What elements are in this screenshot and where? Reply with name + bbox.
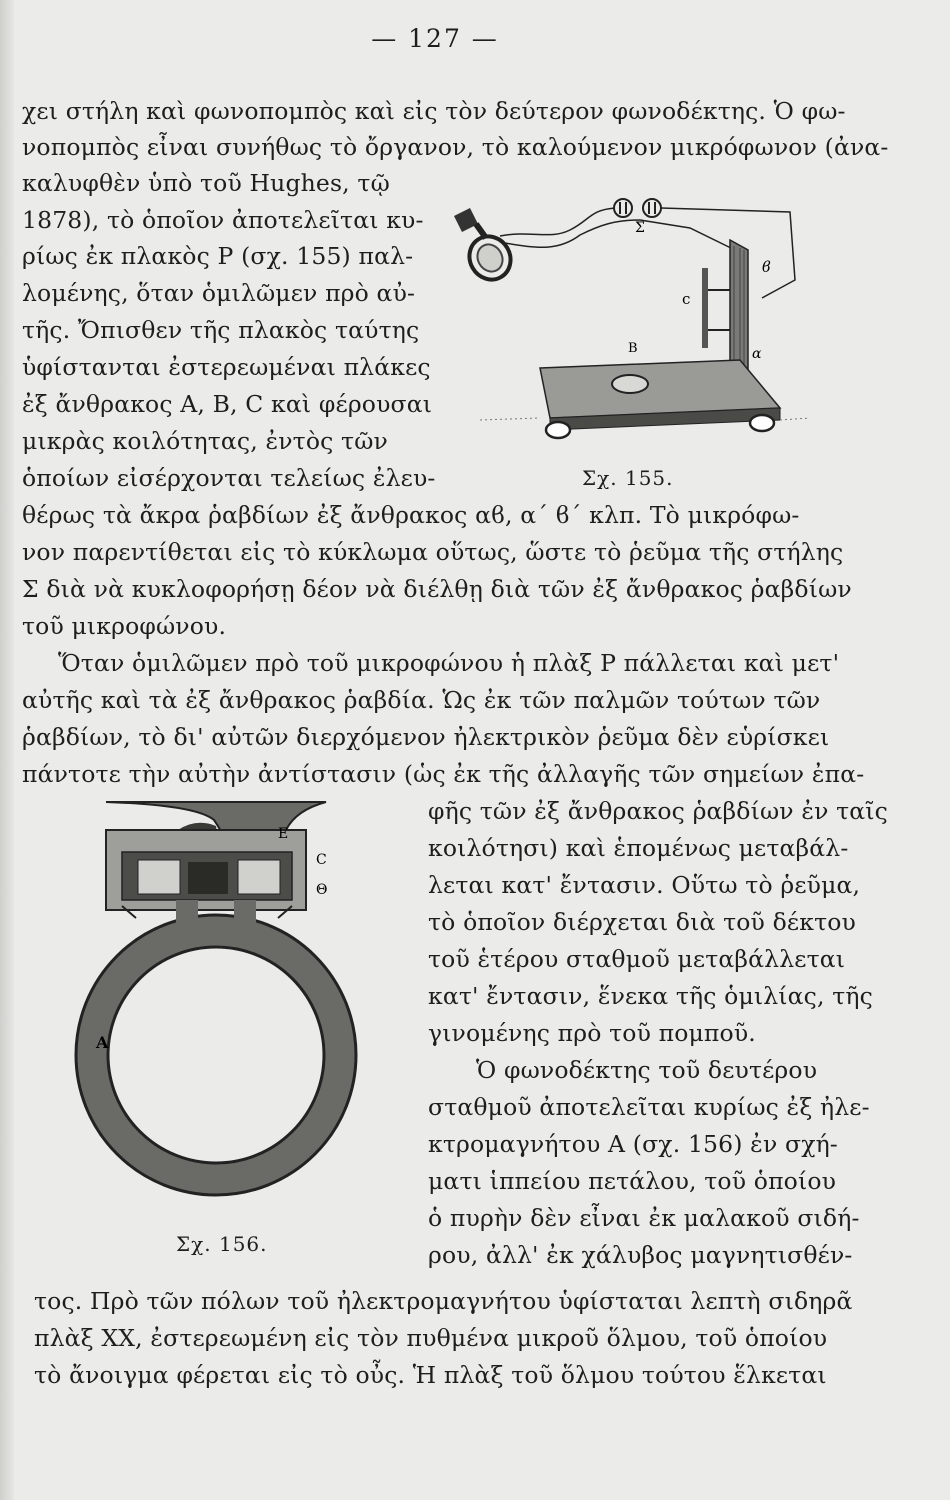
battery-icon (614, 199, 661, 217)
text-line-31: ὁ πυρὴν δὲν εἶναι ἐκ μαλακοῦ σιδή- (428, 1204, 860, 1232)
text-line-25: κατ' ἔντασιν, ἕνεκα τῆς ὁμιλίας, τῆς (428, 982, 873, 1010)
fig156-label-A: A (96, 1033, 109, 1052)
text-line-30: ματι ἱππείου πετάλου, τοῦ ὁποίου (428, 1167, 837, 1195)
fig155-label-a: α (752, 346, 762, 362)
text-line-35: τὸ ἄνοιγμα φέρεται εἰς τὸ οὖς. Ἡ πλὰξ τοῦ ὅλμου τούτου ἕλκεται (34, 1361, 827, 1389)
text-line-24: τοῦ ἑτέρου σταθμοῦ μεταβάλλεται (428, 945, 846, 973)
page-number-header: — 127 — (371, 24, 499, 53)
text-line-12: θέρως τὰ ἄκρα ῥαβδίων ἐξ ἄνθρακος αϐ, α΄ ϐ΄ κλπ. Τὸ μικρόφω- (22, 501, 800, 529)
text-line-18: ῥαβδίων, τὸ δι' αὐτῶν διερχόμενον ἠλεκτρικὸν ῥεῦμα δὲν εὑρίσκει (22, 723, 830, 751)
text-line-1: χει στήλη καὶ φωνοπομπὸς καὶ εἰς τὸν δεύτερον φωνοδέκτης. Ὁ φω- (22, 97, 846, 125)
fig155-label-b: ϐ (762, 258, 771, 276)
text-line-13: νον παρεντίθεται εἰς τὸ κύκλωμα οὕτως, ὥστε τὸ ῥεῦμα τῆς στήλης (22, 538, 844, 566)
figure-156-caption: Σχ. 156. (176, 1232, 268, 1256)
text-line-8: ὑφίστανται ἐστερεωμέναι πλάκες (22, 353, 431, 381)
page-edge (0, 0, 14, 1500)
text-line-34: πλὰξ XX, ἐστερεωμένη εἰς τὸν πυθμένα μικροῦ ὅλμου, τοῦ ὁποίου (34, 1324, 828, 1352)
text-line-22: λεται κατ' ἔντασιν. Οὕτω τὸ ῥεῦμα, (428, 871, 861, 899)
fig156-label-E: E (278, 826, 289, 842)
text-line-32: ρου, ἀλλ' ἐκ χάλυβος μαγνητισθέν- (428, 1241, 853, 1269)
text-line-6: λομένης, ὅταν ὁμιλῶμεν πρὸ αὐ- (22, 279, 416, 307)
receiver-icon (454, 208, 518, 287)
text-line-23: τὸ ὁποῖον διέρχεται διὰ τοῦ δέκτου (428, 908, 856, 936)
fig155-label-c: c (682, 290, 691, 308)
text-line-17: αὐτῆς καὶ τὰ ἐξ ἄνθρακος ῥαβδία. Ὡς ἐκ τῶν παλμῶν τούτων τῶν (22, 686, 821, 714)
text-line-19: πάντοτε τὴν αὐτὴν ἀντίστασιν (ὡς ἐκ τῆς ἀλλαγῆς τῶν σημείων ἐπα- (22, 760, 865, 788)
text-line-15: τοῦ μικροφώνου. (22, 612, 227, 640)
text-line-20: φῆς τῶν ἐξ ἄνθρακος ῥαβδίων ἐν ταῖς (428, 797, 888, 825)
text-line-33: τος. Πρὸ τῶν πόλων τοῦ ἠλεκτρομαγνήτου ὑφίσταται λεπτὴ σιδηρᾶ (34, 1287, 853, 1315)
figure-156-receiver-illustration (46, 790, 386, 1220)
text-line-2: νοπομπὸς εἶναι συνήθως τὸ ὄργανον, τὸ καλούμενον μικρόφωνον (ἀνα- (22, 133, 889, 161)
text-line-4: 1878), τὸ ὁποῖον ἀποτελεῖται κυ- (22, 206, 424, 234)
text-line-14: Σ διὰ νὰ κυκλοφορήσῃ δέον νὰ διέλθῃ διὰ τῶν ἐξ ἄνθρακος ῥαβδίων (22, 575, 852, 603)
fig155-label-sigma: Σ (635, 220, 645, 236)
text-line-5: ρίως ἐκ πλακὸς Ρ (σχ. 155) παλ- (22, 242, 414, 270)
text-line-9: ἐξ ἄνθρακος Α, Β, C καὶ φέρουσαι (22, 390, 433, 418)
text-line-10: μικρὰς κοιλότητας, ἐντὸς τῶν (22, 427, 388, 455)
text-line-11: ὁποίων εἰσέρχονται τελείως ἐλευ- (22, 464, 436, 492)
text-line-28: σταθμοῦ ἀποτελεῖται κυρίως ἐξ ἠλε- (428, 1093, 870, 1121)
fig155-label-B: B (628, 341, 638, 356)
text-line-27: Ὁ φωνοδέκτης τοῦ δευτέρου (476, 1056, 818, 1084)
text-line-16: Ὅταν ὁμιλῶμεν πρὸ τοῦ μικροφώνου ἡ πλὰξ Ρ πάλλεται καὶ μετ' (58, 649, 840, 677)
text-line-7: τῆς. Ὄπισθεν τῆς πλακὸς ταύτης (22, 316, 420, 344)
fig156-label-C: C (316, 852, 327, 868)
figure-155-caption: Σχ. 155. (582, 466, 674, 490)
figure-155-microphone-illustration (440, 180, 810, 450)
text-line-29: κτρομαγνήτου Α (σχ. 156) ἐν σχή- (428, 1130, 838, 1158)
fig156-label-theta: Θ (316, 882, 328, 898)
text-line-26: γινομένης πρὸ τοῦ πομποῦ. (428, 1019, 756, 1047)
text-line-21: κοιλότησι) καὶ ἑπομένως μεταβάλ- (428, 834, 849, 862)
text-line-3: καλυφθὲν ὑπὸ τοῦ Hughes, τῷ (22, 169, 390, 197)
